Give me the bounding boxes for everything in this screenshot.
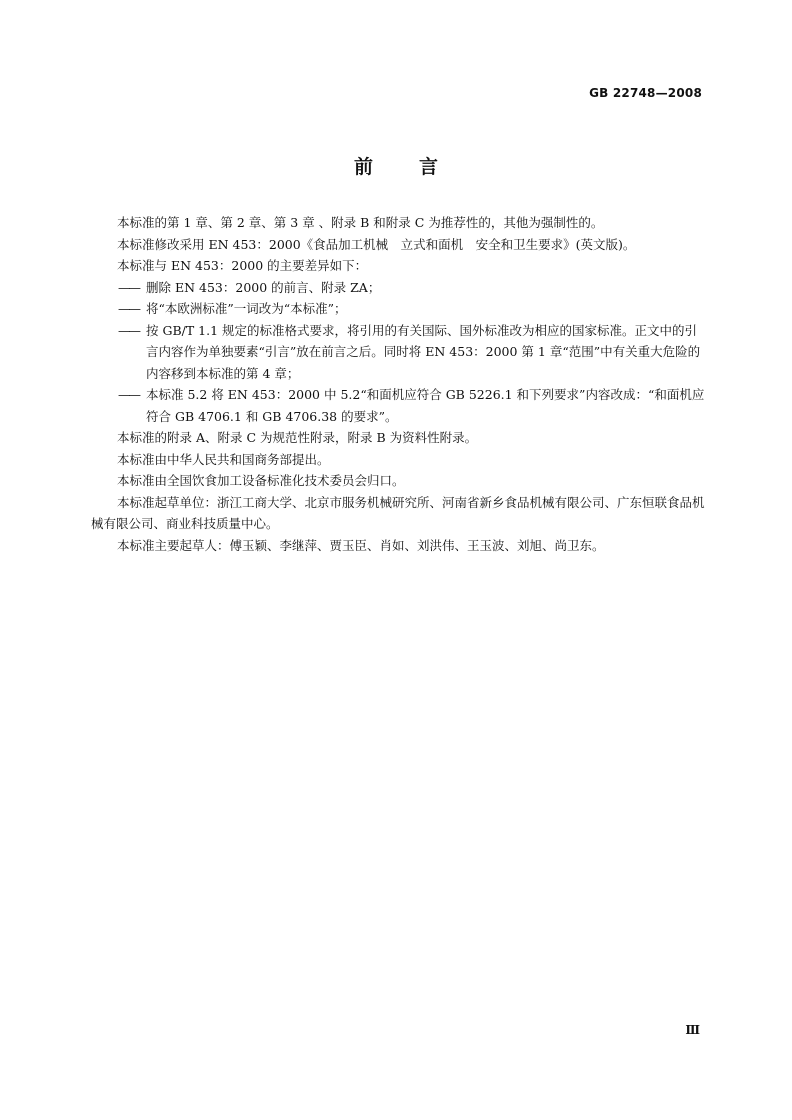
page-number: Ⅲ <box>685 1023 700 1037</box>
paragraph-administered-by: 本标准由全国饮食加工设备标准化技术委员会归口。 <box>117 473 405 488</box>
dash-marker: —— <box>118 387 139 402</box>
list-item <box>91 298 705 320</box>
dash-marker: —— <box>118 279 139 295</box>
list-item-text: 按 GB/T 1.1 规定的标准格式要求，将引用的有关国际、国外标准改为相应的国家标准。正文中的引言内容作为单独要素“引言”放在前言之后。同时将 EN 453：2000 第 1 章“范围”中有关重大危险的内容移到本标准的第 4 章； <box>146 322 701 381</box>
paragraph-adoption: 本标准修改采用 EN 453：2000《食品加工机械 立式和面机 安全和卫生要求》(英文版)。 <box>117 236 636 252</box>
paragraph-scope: 本标准的第 1 章、第 2 章、第 3 章 、附录 B 和附录 C 为推荐性的，其他为强制性的。 <box>117 215 604 230</box>
dash-marker: —— <box>118 301 139 316</box>
paragraph-proposed-by: 本标准由中华人民共和国商务部提出。 <box>117 451 330 467</box>
list-item <box>91 277 705 299</box>
paragraph-drafting-units: 本标准起草单位：浙江工商大学、北京市服务机械研究所、河南省新乡食品机械有限公司、广东恒联食品机械有限公司、商业科技质量中心。 <box>91 494 705 531</box>
list-item-text: 将“本欧洲标准”一词改为“本标准”； <box>146 301 347 316</box>
paragraph-annexes: 本标准的附录 A、附录 C 为规范性附录，附录 B 为资料性附录。 <box>117 430 478 445</box>
list-item <box>91 384 705 427</box>
page-title: 前言 <box>353 156 484 178</box>
paragraph-differences-intro: 本标准与 EN 453：2000 的主要差异如下： <box>117 258 368 273</box>
standard-code: GB 22748—2008 <box>589 86 702 100</box>
dash-marker: —— <box>118 322 139 338</box>
list-item-text: 删除 EN 453：2000 的前言、附录 ZA； <box>146 279 381 295</box>
list-item <box>91 320 705 385</box>
paragraph-drafters: 本标准主要起草人：傅玉颖、李继萍、贾玉臣、肖如、刘洪伟、王玉波、刘旭、尚卫东。 <box>117 537 605 553</box>
foreword-body <box>91 212 705 556</box>
list-item-text: 本标准 5.2 将 EN 453：2000 中 5.2“和面机应符合 GB 5226.1 和下列要求”内容改成：“和面机应符合 GB 4706.1 和 GB 4706.38 的要求”。 <box>146 387 705 424</box>
